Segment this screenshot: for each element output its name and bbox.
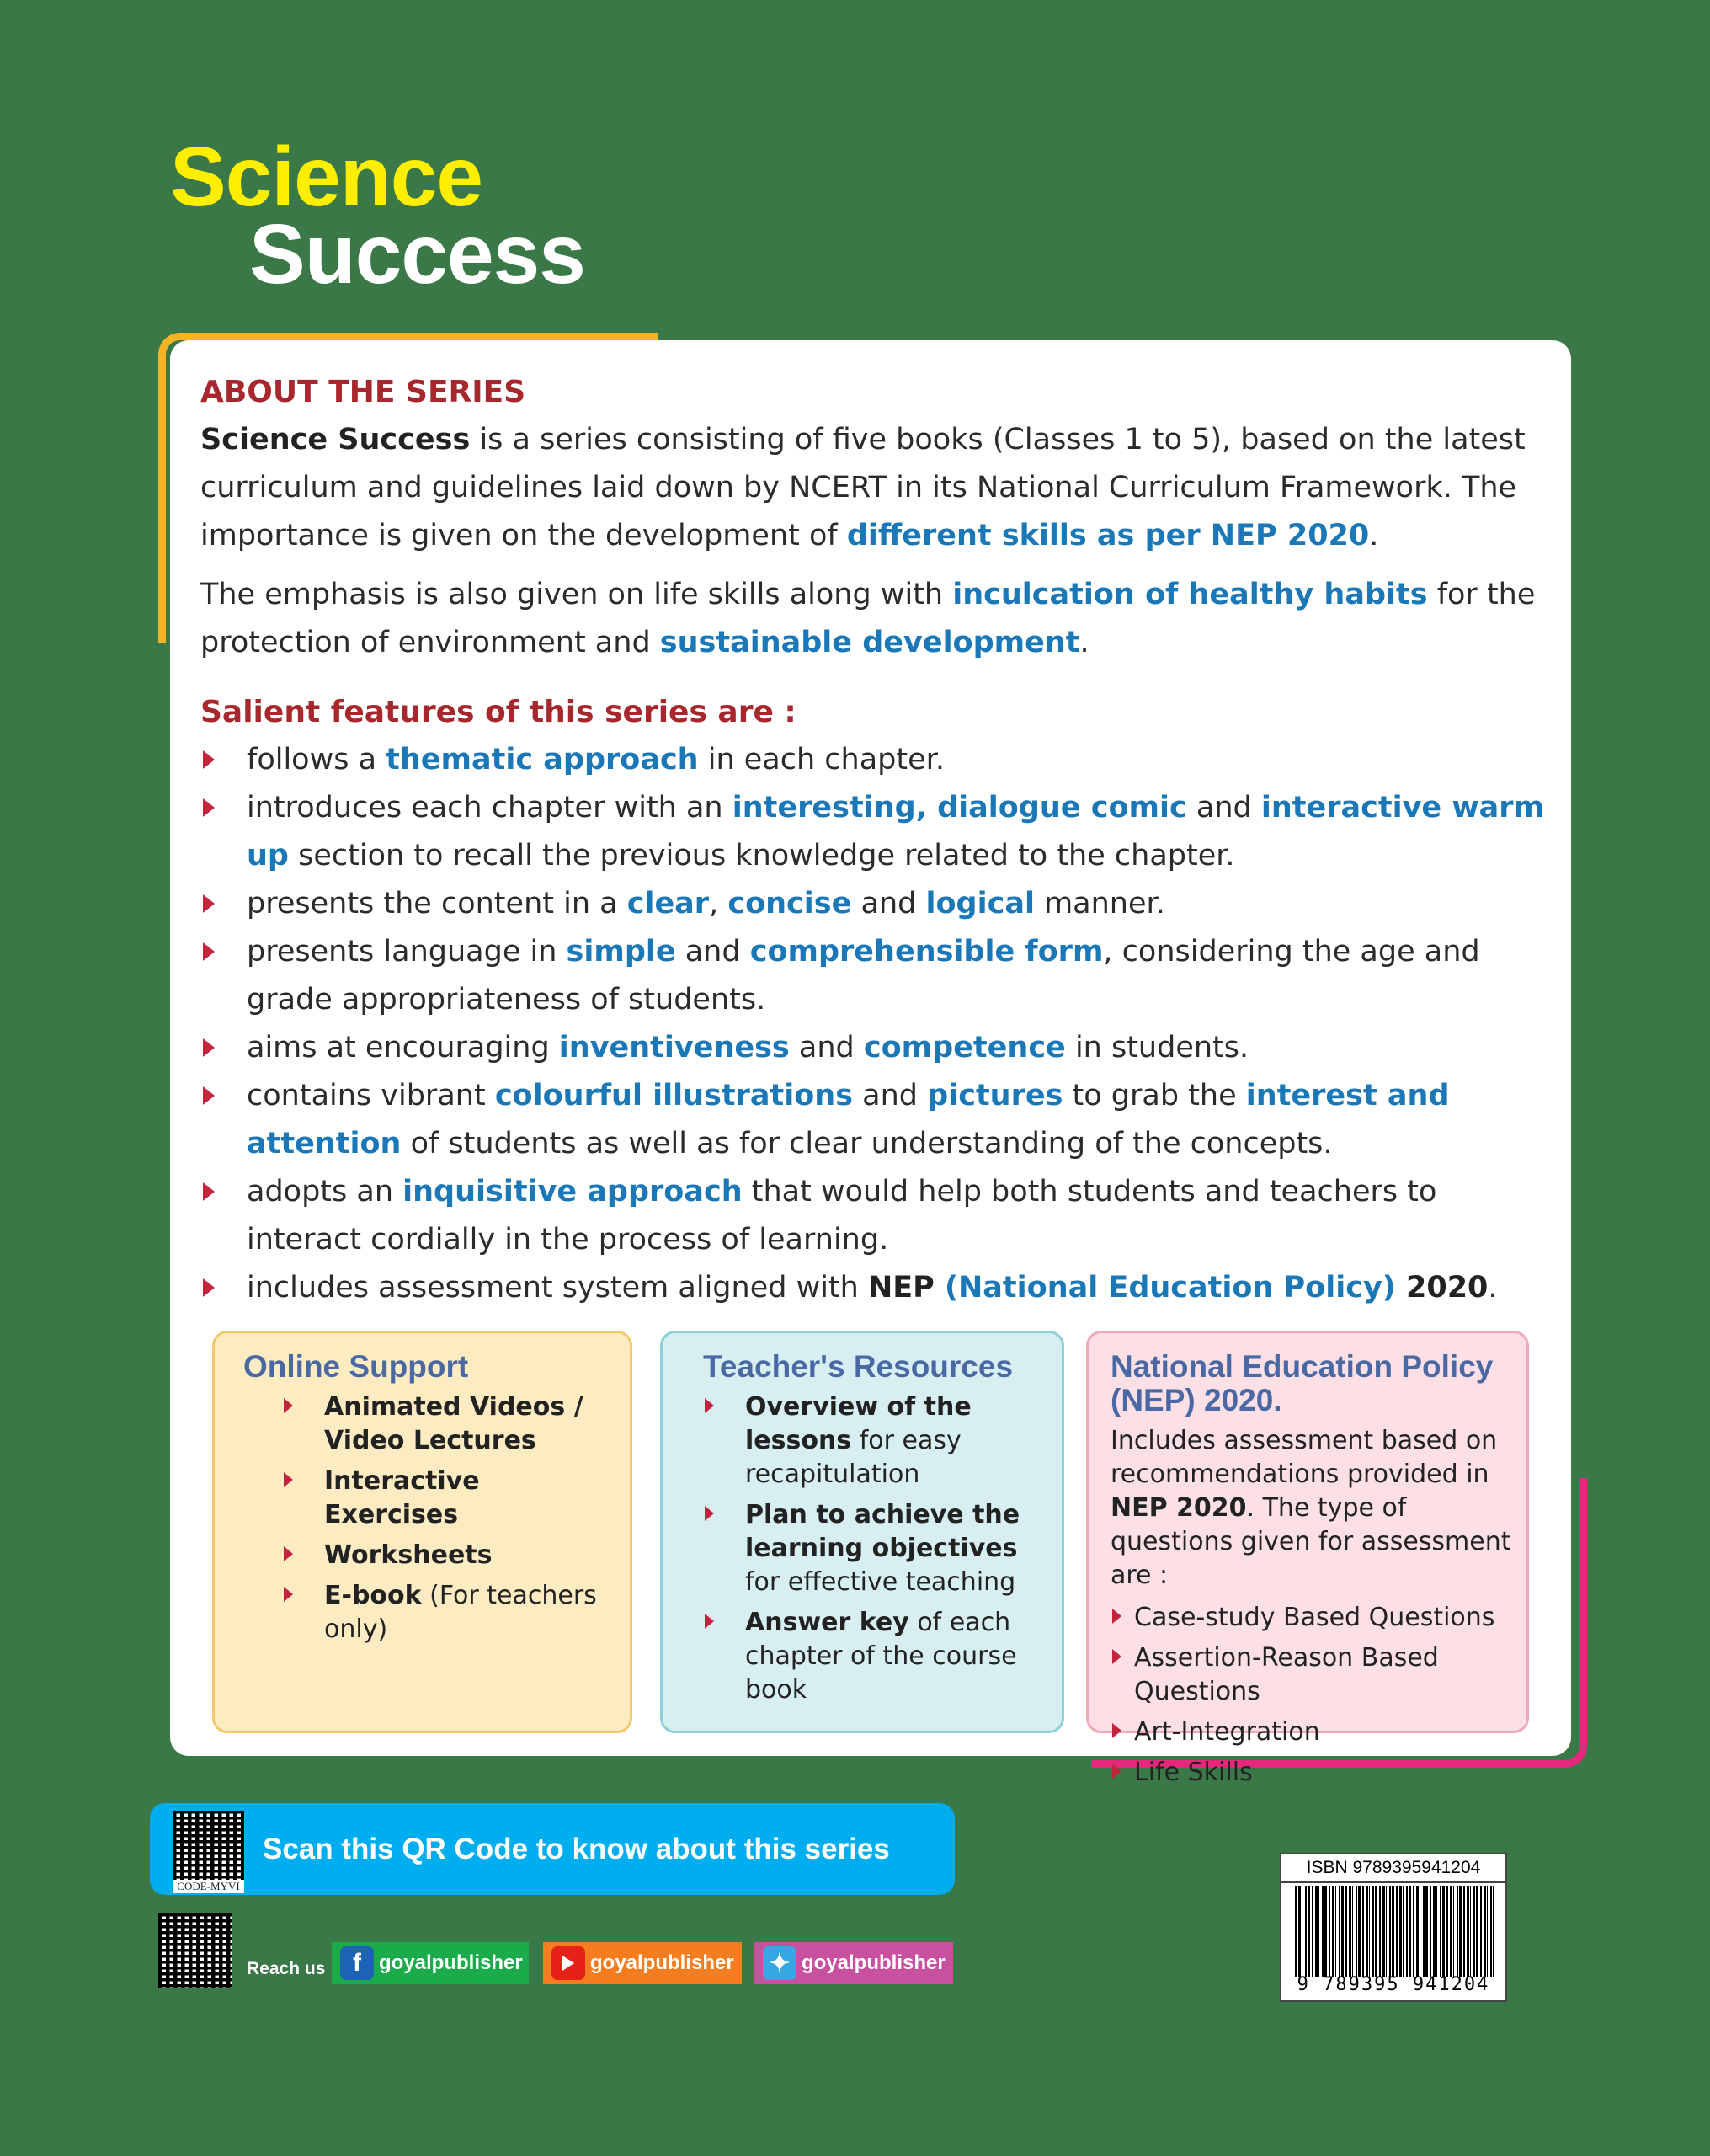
about-section [200,368,1548,667]
nep-box [1086,1331,1529,1787]
features-section [200,688,1548,1312]
youtube-handle: goyalpublisher [590,1951,734,1974]
teachers-resources-item [703,1606,1041,1707]
arrow-bullet-icon [203,1038,215,1057]
arrow-bullet-icon [203,894,215,913]
about-text: The emphasis is also given on life skills along with [200,578,953,611]
teachers-resources-box [660,1331,1064,1733]
feature-text: includes assessment system aligned with [247,1271,868,1305]
nep-desc-text: . The type of questions given for assessment are : [1111,1493,1511,1590]
feature-text: and [675,935,750,969]
isbn-label: ISBN 9789395941204 [1281,1854,1505,1883]
nep-item-text: Life Skills [1134,1758,1253,1787]
arrow-bullet-icon [284,1587,293,1602]
about-text: for the protection of environment and [200,578,1536,659]
online-support-list [282,1390,608,1646]
online-support-item [282,1539,608,1572]
title-line-2: Success [249,207,585,302]
feature-text: and [789,1031,864,1065]
arrow-bullet-icon [203,942,215,961]
nep-item [1111,1756,1511,1790]
feature-text: , considering the age and grade appropriateness of students. [247,935,1480,1017]
facebook-link[interactable] [332,1942,529,1984]
series-title [170,130,585,302]
arrow-bullet-icon [203,798,215,817]
highlight: clear [626,887,710,921]
item-bold: E-book [324,1581,422,1610]
highlight: inventiveness [558,1031,790,1065]
highlight: comprehensible form [749,935,1104,969]
highlight: sustainable development [659,626,1080,659]
about-paragraph-2 [200,571,1548,667]
highlight: concise [727,887,852,921]
feature-text: in each chapter. [698,743,945,776]
item-bold: Answer key [745,1608,909,1637]
nep-title: National Education Policy (NEP) 2020. [1111,1349,1494,1417]
feature-text: and [1186,791,1261,825]
about-text: . [1079,626,1089,659]
arrow-bullet-icon [705,1614,714,1629]
barcode-bars [1295,1886,1494,1977]
arrow-bullet-icon [705,1398,714,1413]
about-text: is a series consisting of five books (Classes 1 to 5), based on the latest curriculum and guidelines laid down by NCERT in its National Curriculum Framework. The importance is given on the development of [200,423,1526,552]
arrow-bullet-icon [284,1546,293,1561]
feature-text: of students as well as for clear understanding of the concepts. [401,1127,1333,1161]
isbn-digits: 9 789395 941204 [1297,1974,1490,1995]
feature-item [200,736,1548,784]
nep-item-text: Case-study Based Questions [1134,1603,1495,1632]
highlight: thematic approach [386,743,699,776]
feature-text: presents the content in a [247,887,627,921]
features-list [200,736,1548,1312]
nep-year: 2020 [1395,1271,1489,1305]
highlight: inculcation of healthy habits [952,578,1428,611]
arrow-bullet-icon [203,1086,215,1105]
feature-item [200,880,1548,928]
arrow-bullet-icon [203,750,215,769]
contact-qr-code-icon[interactable] [158,1913,232,1988]
title-line-1: Science [170,130,483,224]
highlight: (National Education Policy) [945,1271,1396,1305]
highlight: different skills as per NEP 2020 [846,519,1370,552]
feature-text: adopts an [247,1175,403,1209]
teachers-resources-title: Teacher's Resources [703,1349,1014,1384]
teachers-resources-item [703,1390,1041,1492]
item-text: (For teachers only) [324,1581,597,1644]
feature-text: manner. [1034,887,1165,921]
facebook-icon: f [340,1946,374,1980]
nep-desc-text: Includes assessment based on recommendations provided in [1111,1426,1498,1489]
arrow-bullet-icon [284,1398,293,1413]
feature-item [200,1264,1548,1312]
online-support-item [282,1390,608,1458]
series-qr-code-icon[interactable] [173,1811,244,1882]
arrow-bullet-icon [284,1472,293,1487]
youtube-link[interactable] [543,1942,742,1984]
arrow-bullet-icon [203,1182,215,1201]
item-bold: Animated Videos / Video Lectures [324,1392,583,1455]
feature-text: follows a [247,743,386,776]
online-support-title: Online Support [243,1349,469,1384]
item-bold: Plan to achieve the learning objectives [745,1500,1020,1563]
feature-text: presents language in [247,935,567,969]
feature-item [200,1024,1548,1072]
feature-text: that would help both students and teachers to interact cordially in the process of learning. [247,1175,1437,1257]
nep-item [1111,1601,1511,1635]
isbn-barcode [1280,1853,1507,2002]
twitter-handle: goyalpublisher [802,1951,946,1974]
nep-description [1111,1424,1511,1593]
nep-item [1111,1716,1511,1749]
online-support-box [212,1331,632,1733]
youtube-icon [551,1946,585,1980]
online-support-item [282,1465,608,1532]
about-text: . [1369,519,1379,552]
features-heading: Salient features of this series are : [200,695,796,729]
feature-text: aims at encouraging [247,1031,559,1065]
highlight: pictures [927,1079,1063,1113]
feature-text: introduces each chapter with an [247,791,732,825]
nep-abbrev: NEP [867,1271,946,1305]
item-bold: Worksheets [324,1540,493,1570]
arrow-bullet-icon [705,1506,714,1521]
feature-item [200,784,1548,880]
feature-text: . [1488,1271,1498,1305]
highlight: interesting, dialogue comic [732,791,1187,825]
arrow-bullet-icon [1112,1649,1121,1664]
highlight: interactive warm up [247,791,1545,873]
highlight: competence [863,1031,1066,1065]
feature-text: and [853,1079,928,1113]
feature-text: , [709,887,728,921]
arrow-bullet-icon [1112,1723,1121,1738]
nep-item-text: Art-Integration [1134,1717,1320,1747]
series-name: Science Success [200,423,471,456]
arrow-bullet-icon [1112,1764,1121,1779]
feature-text: to grab the [1063,1079,1246,1113]
nep-list [1111,1601,1511,1790]
arrow-bullet-icon [203,1278,215,1297]
feature-item [200,1168,1548,1264]
about-heading: ABOUT THE SERIES [200,375,526,409]
teachers-resources-item [703,1498,1041,1599]
feature-item [200,928,1548,1024]
feature-text: and [851,887,926,921]
highlight: interest and attention [247,1079,1450,1161]
item-bold: Interactive Exercises [324,1466,480,1529]
facebook-handle: goyalpublisher [379,1951,523,1974]
qr-banner-text: Scan this QR Code to know about this series [263,1833,890,1865]
feature-text: in students. [1065,1031,1249,1065]
nep-item [1111,1641,1511,1709]
item-text: for effective teaching [745,1567,1016,1597]
highlight: inquisitive approach [402,1175,743,1209]
item-bold: Overview of the lessons [745,1392,972,1455]
highlight: logical [925,887,1035,921]
highlight: colourful illustrations [494,1079,854,1113]
twitter-icon: ✦ [763,1946,796,1980]
twitter-link[interactable] [754,1942,953,1984]
feature-text: section to recall the previous knowledge related to the chapter. [288,839,1235,873]
reach-us-label: Reach us [247,1959,326,1978]
qr-code-label: CODE-MYVI [173,1880,244,1893]
nep-desc-bold: NEP 2020 [1111,1493,1247,1523]
online-support-item [282,1579,608,1646]
nep-item-text: Assertion-Reason Based Questions [1134,1643,1439,1706]
item-text: of each chapter of the course book [745,1608,1017,1705]
highlight: simple [566,935,676,969]
item-text: for easy recapitulation [745,1426,962,1489]
arrow-bullet-icon [1112,1609,1121,1624]
about-paragraph-1 [200,416,1548,560]
feature-text: contains vibrant [247,1079,495,1113]
teachers-resources-list [703,1390,1041,1707]
feature-item [200,1072,1548,1168]
